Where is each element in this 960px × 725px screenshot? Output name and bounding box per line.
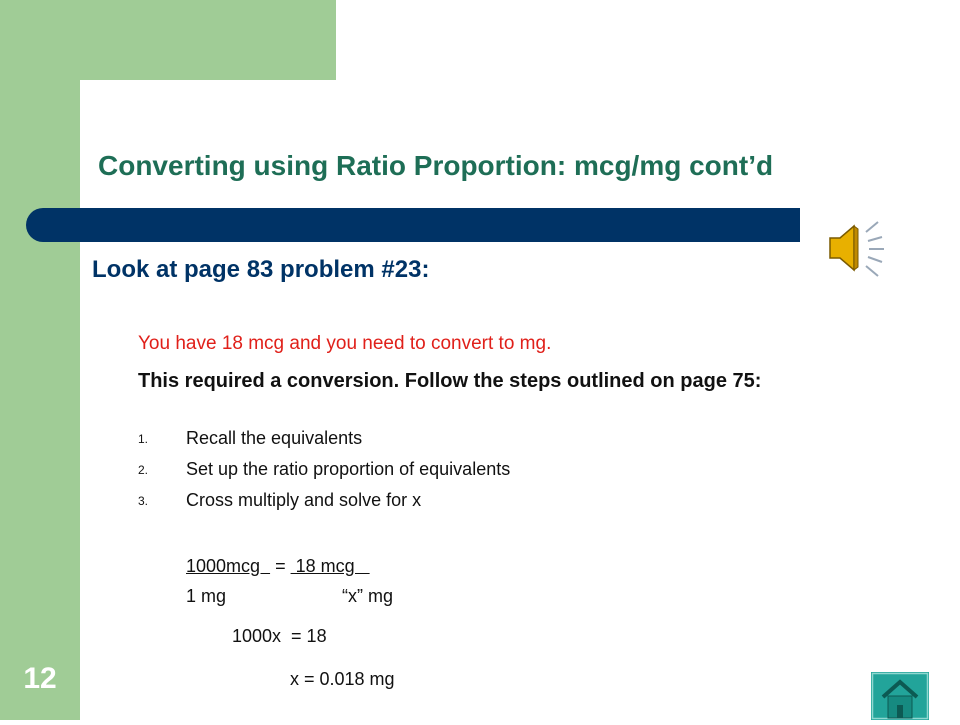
step-text: Recall the equivalents: [186, 428, 363, 448]
title-underline-bar: [26, 208, 800, 242]
equation-numerator-row: [186, 556, 370, 577]
step-item: [138, 459, 510, 490]
slide-number: 12: [23, 662, 57, 695]
step-number: 1.: [138, 432, 149, 446]
left-denominator: 1 mg: [186, 586, 227, 606]
step-text: Set up the ratio proportion of equivalents: [186, 459, 511, 479]
step-item: [138, 428, 510, 459]
home-button[interactable]: [871, 672, 929, 720]
step-number: 3.: [138, 494, 149, 508]
instruction-text: This required a conversion. Follow the steps outlined on page 75:: [138, 370, 762, 392]
steps-list: [138, 428, 510, 521]
step-item: [138, 490, 510, 521]
speaker-icon[interactable]: [822, 214, 894, 282]
right-numerator: 18 mcg: [290, 556, 370, 576]
problem-statement: You have 18 mcg and you need to convert to mg.: [138, 333, 552, 354]
step-number: 2.: [138, 463, 149, 477]
step-text: Cross multiply and solve for x: [186, 490, 422, 510]
content-corner: [80, 80, 200, 200]
solution-step: x = 0.018 mg: [290, 669, 395, 689]
slide-title: Converting using Ratio Proportion: mcg/mg cont’d: [98, 150, 774, 181]
problem-heading: Look at page 83 problem #23:: [92, 256, 430, 283]
left-green-band: [0, 0, 80, 720]
left-numerator: 1000mcg: [186, 556, 271, 576]
home-icon: [871, 672, 929, 720]
equals-sign: =: [270, 556, 291, 576]
top-green-band: [0, 0, 336, 80]
cross-multiply-step: 1000x = 18: [232, 626, 327, 646]
right-denominator: “x” mg: [342, 586, 393, 606]
